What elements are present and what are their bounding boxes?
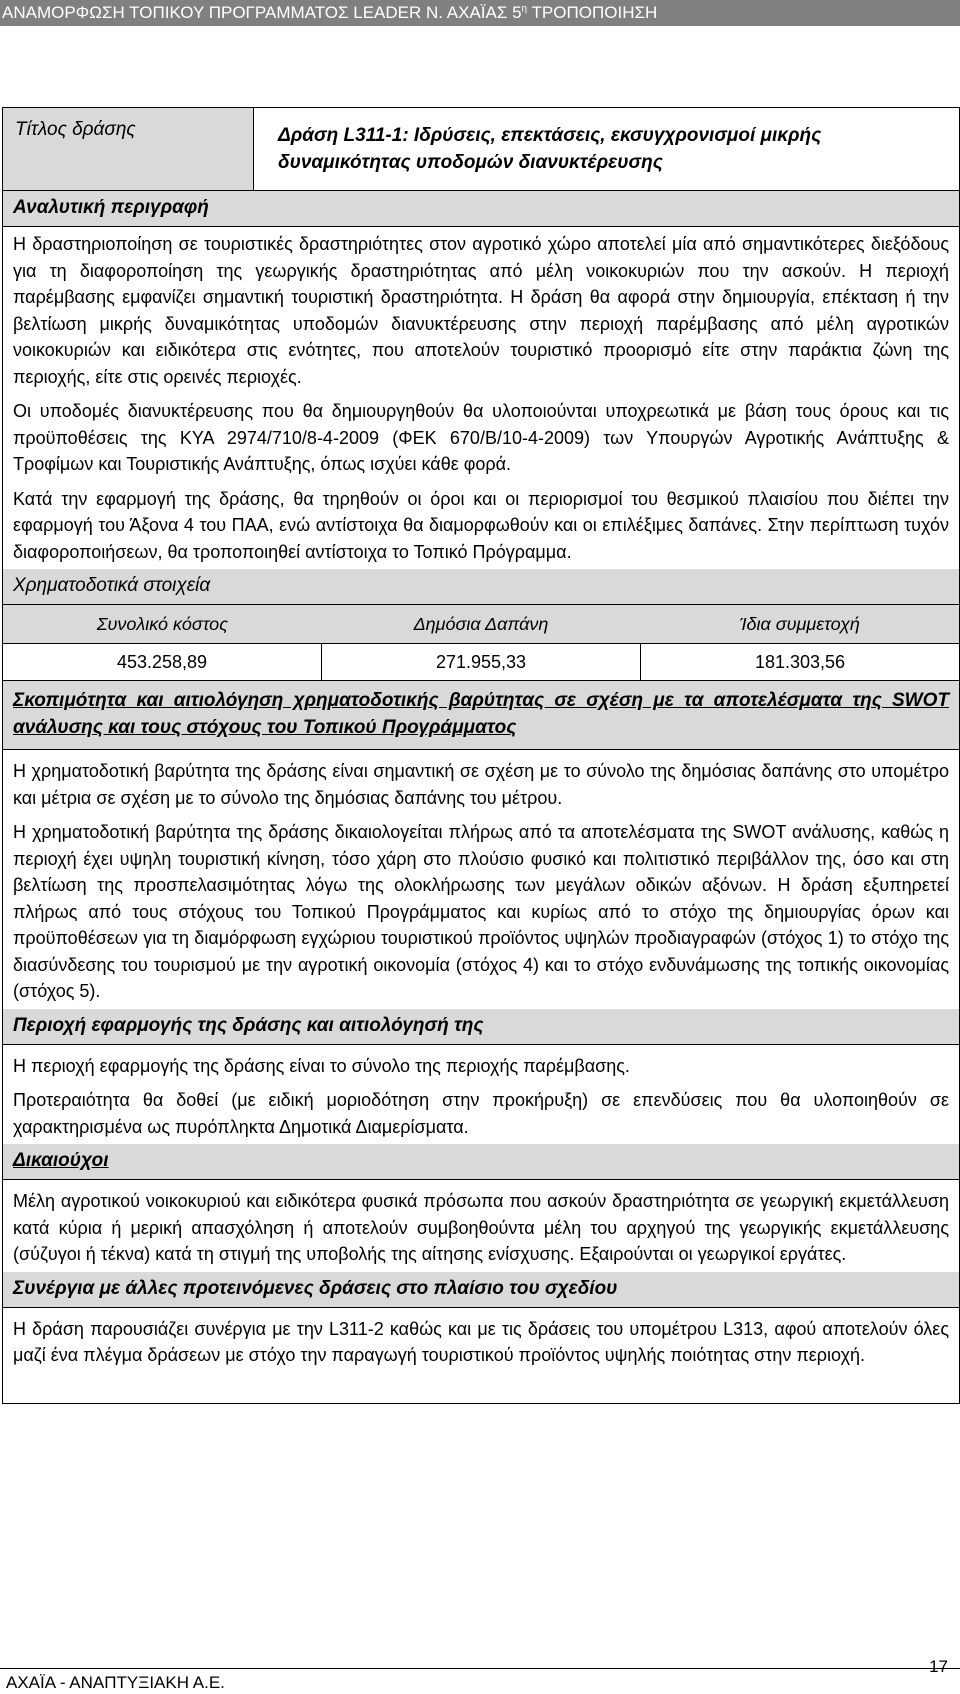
area-paragraph: Προτεραιότητα θα δοθεί (με ειδική μοριοδότηση στην προκήρυξη) σε επενδύσεις που θα υλοποιηθούν σε χαρακτηρισμένα ως πυρόπληκτα Δημοτικά Διαμερίσματα.: [13, 1090, 949, 1137]
action-title: Δράση L311-1: Ιδρύσεις, επεκτάσεις, εκσυγχρονισμοί μικρής δυναμικότητας υποδομών διανυκτέρευσης: [253, 108, 959, 190]
action-sheet: [2, 107, 960, 1404]
footer-company: ΑΧΑΪΑ - ΑΝΑΠΤΥΞΙΑΚΗ Α.Ε.: [6, 1673, 225, 1692]
page-footer: [0, 1657, 960, 1694]
description-paragraph: Η δραστηριοποίηση σε τουριστικές δραστηριότητες στον αγροτικό χώρο αποτελεί μία από σημαντικότερες διεξόδους για τη διαφοροποίηση της γεωργικής δραστηριότητας από μέλη νοικοκυριών που την ασκούν. Η περιοχή παρέμβασης εμφανίζει σημαντική τουριστική δραστηριότητα. Η δράση θα αφορά στην δημιουργία, επέκταση ή την βελτίωση μικρής δυναμικότητας υποδομών διανυκτέρευσης στην περιοχή παρέμβασης από μέλη αγροτικών νοικοκυριών και ειδικότερα στις ενότητες, που αποτελούν τουριστικό προορισμό είτε στην παράκτια ζώνη της περιοχής, είτε στις ορεινές περιοχές.: [13, 234, 949, 387]
description-body: [2, 227, 960, 569]
justification-body: [2, 750, 960, 1009]
header-text: ΑΝΑΜΟΡΦΩΣΗ ΤΟΠΙΚΟΥ ΠΡΟΓΡΑΜΜΑΤΟΣ LEADER Ν. ΑΧΑΪΑΣ 5: [2, 3, 522, 22]
public-expenditure-value: 271.955,33: [322, 644, 641, 680]
page-number: 17: [929, 1657, 948, 1676]
public-expenditure-header: Δημόσια Δαπάνη: [413, 614, 549, 634]
description-paragraph: Οι υποδομές διανυκτέρευσης που θα δημιουργηθούν θα υλοποιούνται υποχρεωτικά με βάση τους όρους και τις προϋποθέσεις της ΚΥΑ 2974/710/8-4-2009 (ΦΕΚ 670/Β/10-4-2009) των Υπουργών Αγροτικής Ανάπτυξης & Τροφίμων και Τουριστικής Ανάπτυξης, όπως ισχύει κάθε φορά.: [13, 401, 949, 474]
beneficiaries-heading: [2, 1144, 960, 1180]
synergy-paragraph: Η δράση παρουσιάζει συνέργια με την L311-2 καθώς και με τις δράσεις του υπομέτρου L313, αφού αποτελούν όλες μαζί ένα πλέγμα δράσεων με στόχο την παραγωγή τουριστικού προϊόντος υψηλής ποιότητας στην περιοχή.: [13, 1318, 949, 1365]
area-paragraph: Η περιοχή εφαρμογής της δράσης είναι το σύνολο της περιοχής παρέμβασης.: [13, 1055, 630, 1076]
beneficiaries-heading-text: Δικαιούχοι: [13, 1150, 109, 1171]
total-cost-value: 453.258,89: [3, 644, 322, 680]
description-paragraph: Κατά την εφαρμογή της δράσης, θα τηρηθούν οι όροι και οι περιορισμοί του θεσμικού πλαισίου που διέπει την εφαρμογή του Άξονα 4 του ΠΑΑ, ενώ αντίστοιχα θα διαμορφωθούν και οι επιλέξιμες δαπάνες. Στην περίπτωση τυχόν διαφοροποιήσεων, θα τροποποιηθεί αντίστοιχα το Τοπικό Πρόγραμμα.: [13, 488, 949, 562]
own-contribution-value: 181.303,56: [754, 652, 846, 672]
header-superscript: η: [521, 3, 528, 15]
beneficiaries-body: [2, 1180, 960, 1272]
financial-columns: [2, 605, 960, 644]
own-contribution-header: Ίδια συμμετοχή: [739, 614, 860, 634]
total-cost-header: Συνολικό κόστος: [96, 614, 228, 634]
synergy-body: [2, 1308, 960, 1373]
table-bottom: [2, 1373, 960, 1404]
document-header: [0, 0, 960, 26]
justification-heading: Σκοπιμότητα και αιτιολόγηση χρηματοδοτικής βαρύτητας σε σχέση με τα αποτελέσματα της SWOT ανάλυσης και τους στόχους του Τοπικού Προγράμματος: [2, 680, 960, 750]
header-tail: ΤΡΟΠΟΠΟΙΗΣΗ: [527, 3, 658, 22]
beneficiaries-paragraph: Μέλη αγροτικού νοικοκυριού και ειδικότερα φυσικά πρόσωπα που ασκούν δραστηριότητα σε γεωργική εκμετάλλευση κατά κύρια ή μερική απασχόληση ή αποτελούν συμβοηθούντα μέλη του αρχηγού της γεωργικής εκμετάλλευσης (σύζυγοι ή τέκνα) κατά τη στιγμή της υποβολής της αίτησης ενίσχυσης. Εξαιρούνται οι γεωργικοί εργάτες.: [13, 1191, 949, 1264]
justification-paragraph: Η χρηματοδοτική βαρύτητα της δράσης δικαιολογείται πλήρως από τα αποτελέσματα της SWOT ανάλυσης, καθώς η περιοχή έχει υψηλη τουριστική κίνηση, τόσο χάρη στο πλούσιο φυσικό και πολιτιστικό περιβάλλον της, όσο και στη βελτίωση της προσπελασιμότητας λόγω της ολοκλήρωσης των μεγάλων οδικών αξόνων. Η δράση εξυπηρετεί πλήρως από τους στόχους του Τοπικού Προγράμματος και κυρίως από το στόχο της δημιουργίας όρων και προϋποθέσεων για τη διαμόρφωση εγχώριου τουριστικού προϊόντος υψηλών προδιαγραφών (στόχος 1) το στόχο της διασύνδεσης του τουρισμού με την αγροτική οικονομία (στόχος 4) και το στόχο ενδυνάμωσης της τοπικής οικονομίας (στόχος 5).: [13, 822, 949, 1001]
area-heading: Περιοχή εφαρμογής της δράσης και αιτιολόγησή της: [2, 1009, 960, 1045]
description-heading: Αναλυτική περιγραφή: [2, 191, 960, 227]
title-row: [2, 107, 960, 191]
financial-values: [2, 644, 960, 680]
justification-paragraph: Η χρηματοδοτική βαρύτητα της δράσης είναι σημαντική σε σχέση με το σύνολο της δημόσιας δαπάνης στο υπομέτρο και μέτρια σε σχέση με το σύνολο της δημόσιας δαπάνης του μέτρου.: [13, 761, 949, 808]
title-label: Τίτλος δράσης: [15, 119, 136, 140]
synergy-heading: Συνέργια με άλλες προτεινόμενες δράσεις στο πλαίσιο του σχεδίου: [2, 1272, 960, 1308]
financial-heading: Χρηματοδοτικά στοιχεία: [2, 569, 960, 605]
area-body: [2, 1045, 960, 1145]
